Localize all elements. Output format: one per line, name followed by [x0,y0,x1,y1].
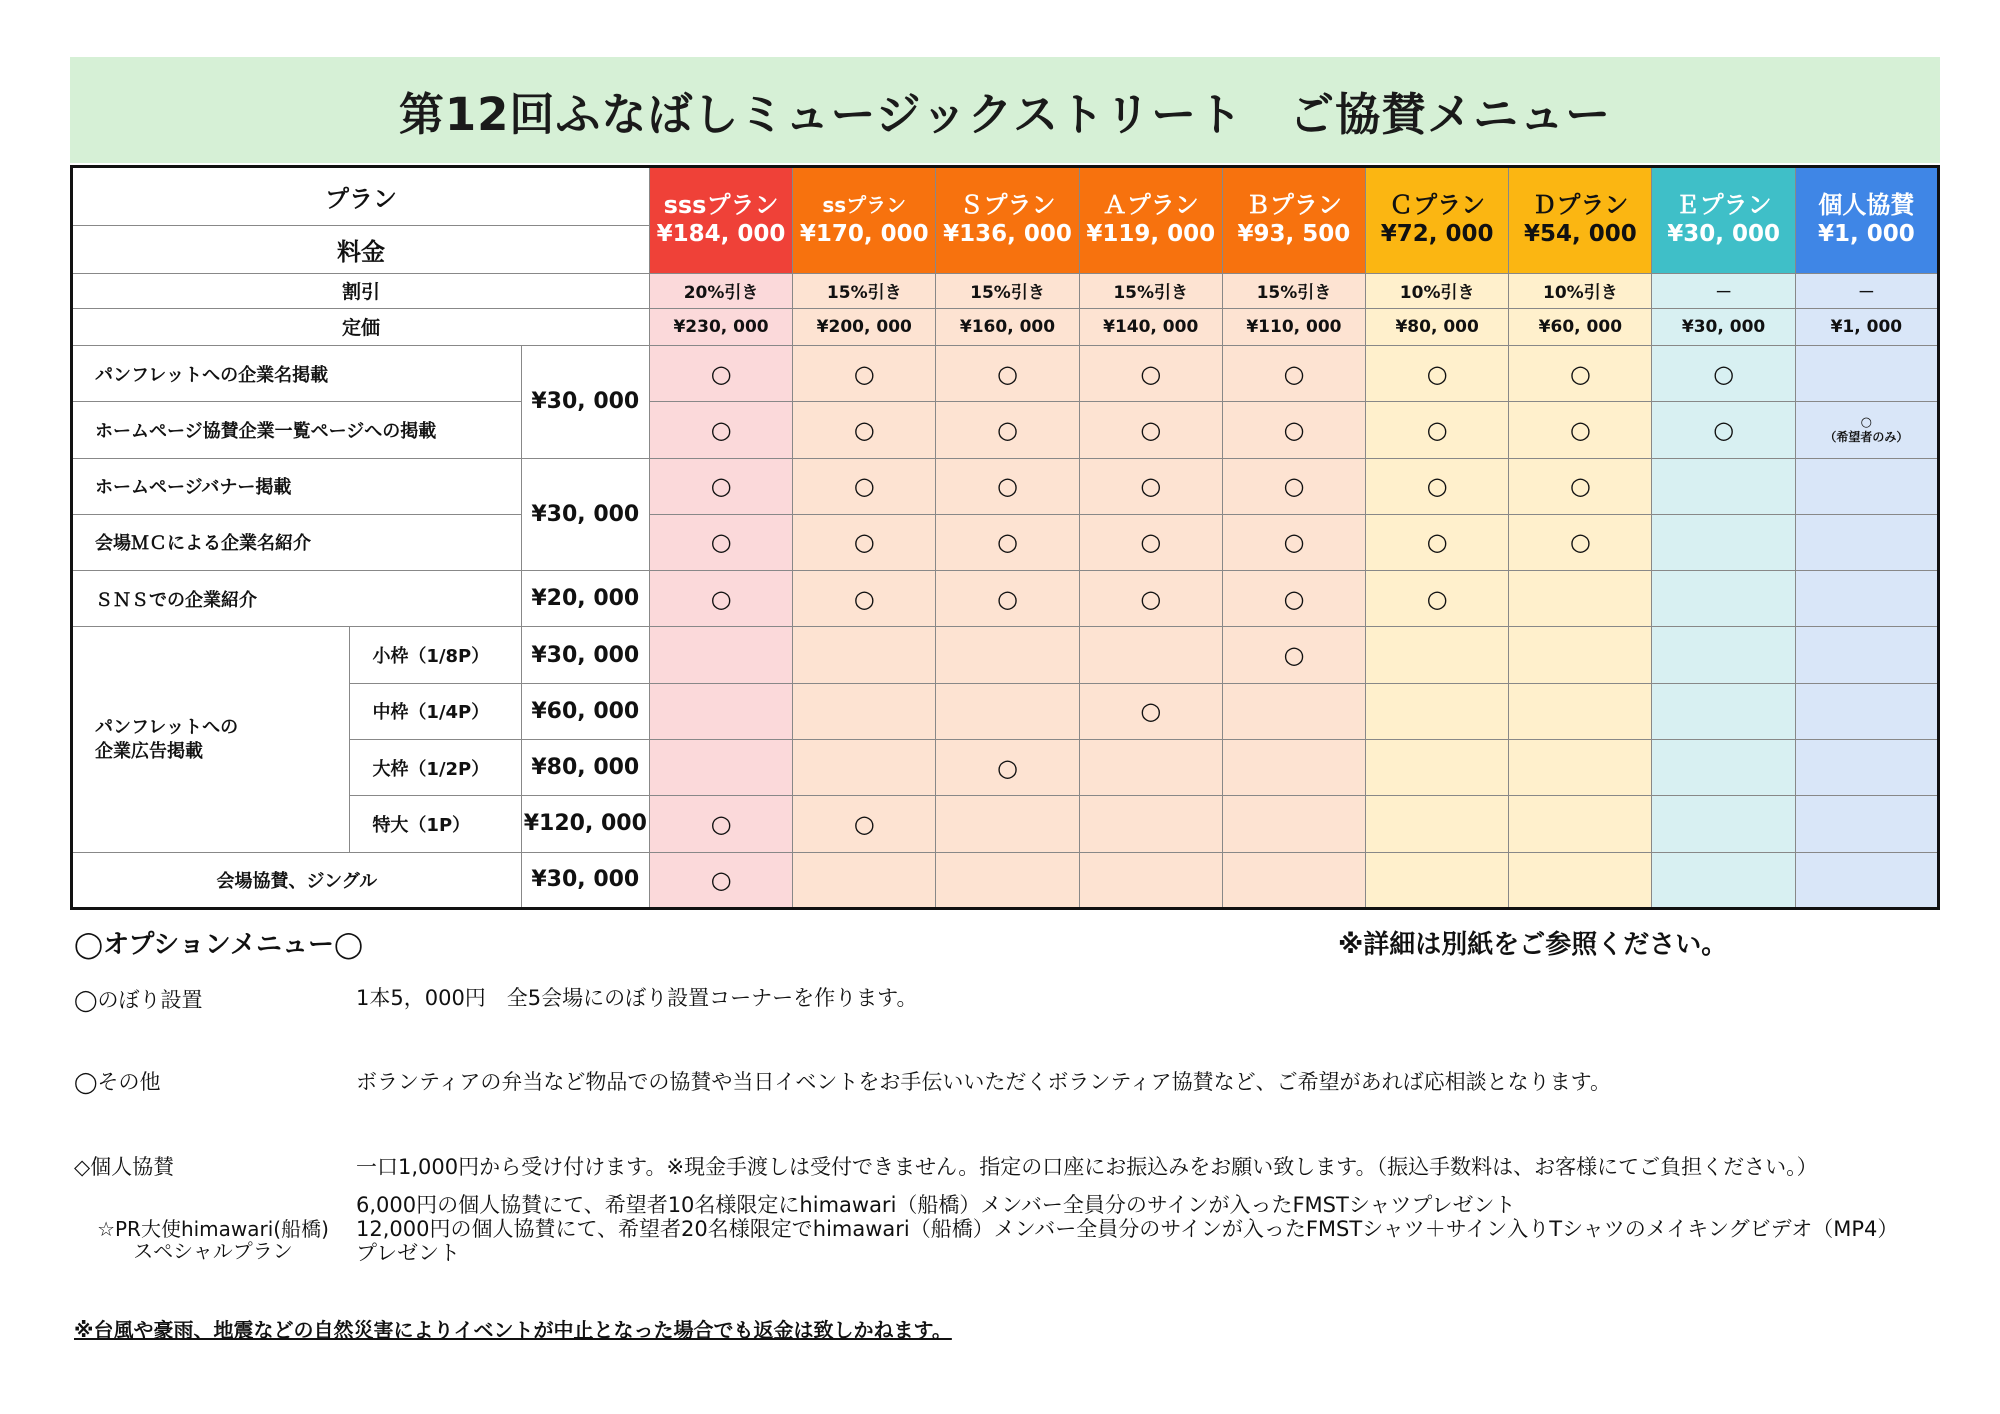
empty-cell [1366,796,1509,852]
mark: ○ [649,514,792,570]
mark: ○ [1366,571,1509,627]
pr-line3: プレゼント [356,1241,461,1265]
plan-price: ¥136, 000 [943,221,1072,248]
row-label-pamphlet-ad [72,627,350,852]
plan-name: Ｓプラン [959,191,1056,220]
mark: ○ [649,402,792,458]
discount-e: － [1652,273,1795,308]
individual-text: 一口1,000円から受け付けます。※現金手渡しは受付できません。指定の口座にお振込みをお願い致します。（振込手数料は、お客様にてご負担ください。） [356,1155,1818,1179]
disclaimer: ※台風や豪雨、地震などの自然災害によりイベントが中止となった場合でも返金は致しかねます。 [74,1318,952,1342]
ad-group-label-line1: パンフレットへの [95,716,239,738]
mark: ○ [936,571,1079,627]
mark: ○ [1509,345,1652,401]
nobori-text: 1本5，000円 全5会場にのぼり設置コーナーを作ります。 [356,986,918,1010]
row-price-venue-jingle: ¥30, 000 [521,852,649,908]
mark: ○ [793,402,936,458]
pr-label-line1: ☆PR大使himawari(船橋) [97,1217,329,1241]
empty-cell [1366,740,1509,796]
plan-header-c [1366,167,1509,274]
pr-line1: 6,000円の個人協賛にて、希望者10名様限定にhimawari（船橋）メンバー全員分のサインが入ったFMSTシャツプレゼント [356,1193,1516,1217]
mark: ○ [1222,627,1365,683]
mark: ○ [1509,514,1652,570]
row-label-ad-medium: 中枠（1/4P） [350,683,521,739]
empty-cell [1795,852,1938,908]
mark: ○ [1509,458,1652,514]
plan-name: Ｂプラン [1245,191,1342,220]
empty-cell [1366,683,1509,739]
empty-cell [1509,683,1652,739]
mark: ○ [1366,458,1509,514]
ad-group-label-line2: 企業広告掲載 [95,740,203,762]
page-title: 第12回ふなばしミュージックストリート ご協賛メニュー [398,87,1612,141]
mark: ○ [936,514,1079,570]
mark: ○ [1079,571,1222,627]
empty-cell [1079,627,1222,683]
mark: ○ [1652,345,1795,401]
empty-cell [1222,740,1365,796]
mark: ○ [1366,514,1509,570]
plan-name: 個人協賛 [1818,191,1915,220]
plan-header-b [1222,167,1365,274]
row-price-ad-medium: ¥60, 000 [521,683,649,739]
empty-cell [1795,796,1938,852]
nobori-label: ◯のぼり設置 [74,988,203,1012]
mark: ○ [1222,345,1365,401]
other-text: ボランティアの弁当など物品での協賛や当日イベントをお手伝いいただくボランティア協賛など、ご希望があれば応相談となります。 [356,1070,1611,1094]
discount-b: 15%引き [1222,273,1365,308]
plan-price: ¥1, 000 [1817,221,1915,248]
mark: ○ [1509,402,1652,458]
empty-cell [1795,740,1938,796]
plan-name: ssプラン [822,193,907,218]
plan-price: ¥170, 000 [799,221,929,248]
plan-header-d [1509,167,1652,274]
empty-cell [1079,740,1222,796]
row-label-pamphlet-name: パンフレットへの企業名掲載 [72,345,522,401]
empty-cell [1652,571,1795,627]
mark: ○ [936,740,1079,796]
pr-label-line2: スペシャルプラン [133,1239,293,1263]
empty-cell [1366,627,1509,683]
discount-sss: 20%引き [649,273,792,308]
empty-cell [1652,852,1795,908]
empty-cell [1795,571,1938,627]
pr-line2: 12,000円の個人協賛にて、希望者20名様限定でhimawari（船橋）メンバー全員分のサインが入ったFMSTシャツ＋サイン入りTシャツのメイキングビデオ（MP4） [356,1217,1899,1241]
empty-cell [1509,571,1652,627]
list-price-c: ¥80, 000 [1366,308,1509,345]
list-price-ss: ¥200, 000 [793,308,936,345]
mark: ○ [1860,414,1873,430]
mark: ○ [936,345,1079,401]
discount-s: 15%引き [936,273,1079,308]
discount-c: 10%引き [1366,273,1509,308]
empty-cell [1079,852,1222,908]
empty-cell [793,683,936,739]
plan-price: ¥119, 000 [1086,221,1216,248]
empty-cell [1509,627,1652,683]
empty-cell [793,852,936,908]
row-label-venue-jingle: 会場協賛、ジングル [72,852,522,908]
list-price-a: ¥140, 000 [1079,308,1222,345]
plan-name: Ａプラン [1102,191,1199,220]
empty-cell [1795,683,1938,739]
empty-cell [1795,345,1938,401]
discount-individual: － [1795,273,1938,308]
row-price-ad-large: ¥80, 000 [521,740,649,796]
empty-cell [936,683,1079,739]
plan-header-label: プラン [72,167,650,226]
empty-cell [1795,458,1938,514]
plan-header-ss [793,167,936,274]
mark: ○ [649,852,792,908]
pr-plan-label [86,1218,340,1262]
empty-cell [1652,627,1795,683]
plan-price: ¥72, 000 [1380,221,1494,248]
empty-cell [1079,796,1222,852]
mark: ○ [936,402,1079,458]
row-label-homepage-list: ホームページ協賛企業一覧ページへの掲載 [72,402,522,458]
mark: ○ [1222,514,1365,570]
empty-cell [1366,852,1509,908]
mark: ○ [1079,683,1222,739]
row-label-ad-xl: 特大（1P） [350,796,521,852]
see-attached-note: ※詳細は別紙をご参照ください。 [1338,930,1728,960]
row-price-sns: ¥20, 000 [521,571,649,627]
plan-name: Ｃプラン [1389,191,1486,220]
mark: ○ [1079,345,1222,401]
empty-cell [793,627,936,683]
empty-cell [1652,458,1795,514]
mark: ○ [1079,514,1222,570]
empty-cell [1652,514,1795,570]
mark: ○ [1079,402,1222,458]
discount-label: 割引 [72,273,650,308]
individual-note: （希望者のみ） [1824,429,1909,444]
empty-cell [649,627,792,683]
empty-cell [936,852,1079,908]
list-price-d: ¥60, 000 [1509,308,1652,345]
row-label-ad-small: 小枠（1/8P） [350,627,521,683]
mark: ○ [1222,402,1365,458]
plan-name: Ｄプラン [1532,191,1629,220]
mark: ○ [1366,345,1509,401]
empty-cell [1795,627,1938,683]
plan-price: ¥184, 000 [656,221,786,248]
mark: ○ [793,458,936,514]
mark: ○ [1222,458,1365,514]
other-label: ◯その他 [74,1070,161,1094]
mark: ○ [649,345,792,401]
pr-plan-text [356,1193,1898,1265]
mark: ○ [649,458,792,514]
fee-header-label: 料金 [72,226,650,273]
plan-price: ¥54, 000 [1523,221,1637,248]
mark: ○ [1079,458,1222,514]
row-label-homepage-banner: ホームページバナー掲載 [72,458,522,514]
mark: ○ [1366,402,1509,458]
individual-note-cell [1795,402,1938,458]
list-price-label: 定価 [72,308,650,345]
discount-ss: 15%引き [793,273,936,308]
empty-cell [1222,796,1365,852]
mark: ○ [793,345,936,401]
plan-price: ¥93, 500 [1237,221,1351,248]
row-price-ad-small: ¥30, 000 [521,627,649,683]
empty-cell [1509,740,1652,796]
empty-cell [1222,683,1365,739]
list-price-sss: ¥230, 000 [649,308,792,345]
plan-name: sssプラン [663,191,779,220]
mark: ○ [793,514,936,570]
empty-cell [936,796,1079,852]
empty-cell [1222,852,1365,908]
mark: ○ [1652,402,1795,458]
plan-price: ¥30, 000 [1667,221,1780,248]
plan-header-e [1652,167,1795,274]
empty-cell [1652,796,1795,852]
empty-cell [793,740,936,796]
sponsorship-menu-table [70,165,1940,910]
individual-label: ◇個人協賛 [74,1155,175,1179]
discount-a: 15%引き [1079,273,1222,308]
mark: ○ [936,458,1079,514]
empty-cell [936,627,1079,683]
plan-header-sss [649,167,792,274]
empty-cell [649,740,792,796]
plan-header-s [936,167,1079,274]
row-label-sns: ＳＮＳでの企業紹介 [72,571,522,627]
empty-cell [649,683,792,739]
row-price-banner-mc: ¥30, 000 [521,458,649,571]
row-price-ad-xl: ¥120, 000 [521,796,649,852]
empty-cell [1795,514,1938,570]
list-price-individual: ¥1, 000 [1795,308,1938,345]
mark: ○ [649,796,792,852]
discount-d: 10%引き [1509,273,1652,308]
options-heading: ◯オプションメニュー◯ [74,930,364,960]
title-banner [70,57,1940,163]
list-price-e: ¥30, 000 [1652,308,1795,345]
mark: ○ [1222,571,1365,627]
list-price-s: ¥160, 000 [936,308,1079,345]
mark: ○ [649,571,792,627]
row-price-pamphlet-homepage: ¥30, 000 [521,345,649,458]
plan-header-a [1079,167,1222,274]
empty-cell [1509,852,1652,908]
empty-cell [1652,683,1795,739]
row-label-ad-large: 大枠（1/2P） [350,740,521,796]
empty-cell [1652,740,1795,796]
row-label-venue-mc: 会場ＭＣによる企業名紹介 [72,514,522,570]
list-price-b: ¥110, 000 [1222,308,1365,345]
mark: ○ [793,796,936,852]
empty-cell [1509,796,1652,852]
plan-name: Ｅプラン [1675,191,1772,220]
plan-header-individual [1795,167,1938,274]
mark: ○ [793,571,936,627]
